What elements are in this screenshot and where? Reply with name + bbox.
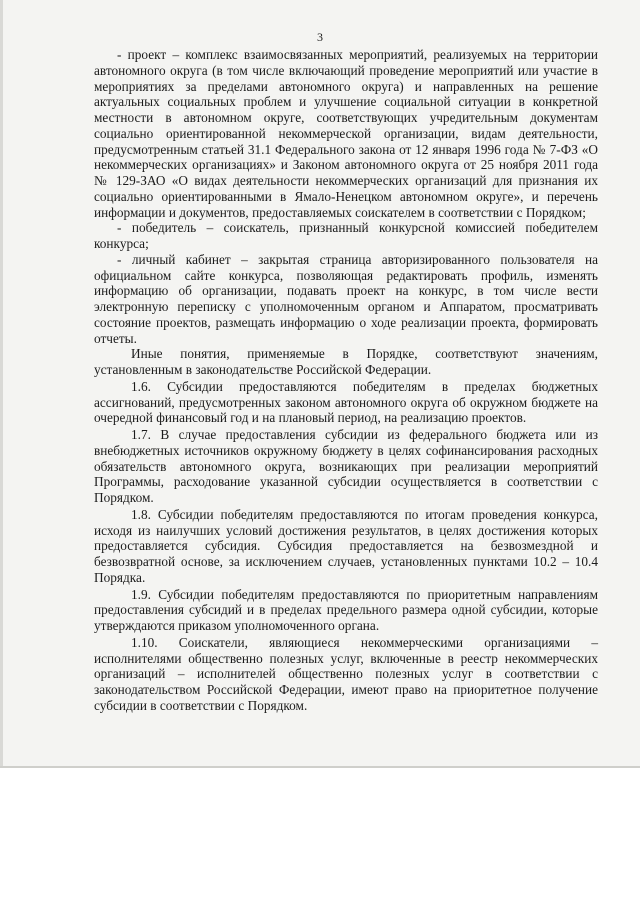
clause-1-9: 1.9. Субсидии победителям предоставляются по приоритетным направлениям предоставления субсидий и в пределах предельного размера одной субсидии, которые утверждаются приказом уполномоченного органа. [94, 586, 598, 633]
page-number: 3 [317, 30, 323, 44]
definition-winner: - победитель – соискатель, признанный конкурсной комиссией победителем конкурса; [94, 220, 598, 251]
clause-1-7: 1.7. В случае предоставления субсидии из федерального бюджета или из внебюджетных источников окружному бюджету в целях софинансирования расходных обязательств автономного округа, возникающих при реализации мероприятий Программы, расходование указанной субсидии осуществляется в соответствии с Порядком. [94, 427, 598, 505]
document-body [94, 47, 598, 714]
definition-personal-account: - личный кабинет – закрытая страница авторизированного пользователя на официальном сайте конкурса, позволяющая редактировать профиль, изменять информацию об организации, подавать проект на конкурс, в том числе вести электронную переписку с уполномоченным органом и Аппаратом, просматривать состояние проектов, размещать информацию о ходе реализации проекта, формировать отчеты. [94, 251, 598, 346]
clause-1-8: 1.8. Субсидии победителям предоставляются по итогам проведения конкурса, исходя из наилучших условий достижения результатов, в целях достижения которых предоставляется субсидия. Субсидия предоставляется на безвозмездной и безвозвратной основе, за исключением случаев, установленных пунктами 10.2 – 10.4 Порядка. [94, 506, 598, 585]
clause-1-10: 1.10. Соискатели, являющиеся некоммерческими организациями – исполнителями общественно полезных услуг, включенные в реестр некоммерческих организаций – исполнителей общественно полезных услуг в соответствии с законодательством Российской Федерации, имеют право на приоритетное получение субсидии в соответствии с Порядком. [94, 634, 598, 713]
scan-bottom-edge [0, 766, 640, 768]
definition-project: - проект – комплекс взаимосвязанных мероприятий, реализуемых на территории автономного округа (в том числе включающий проведение мероприятий или участие в мероприятиях за пределами автономного округа) и направленных на решение актуальных социальных проблем и улучшение социальной ситуации в конкретной местности в автономном округе, соответствующих учредительным документам социально ориентированной некоммерческой организации, видам деятельности, предусмотренным статьей 31.1 Федерального закона от 12 января 1996 года № 7-ФЗ «О некоммерческих организациях» и Законом автономного округа от 25 ноября 2011 года № 129-ЗАО «О видах деятельности некоммерческих организаций для признания их социально ориентированными в Ямало-Ненецком автономном округе», и перечень информации и документов, предоставляемых соискателем в соответствии с Порядком; [94, 47, 598, 220]
clause-1-6: 1.6. Субсидии предоставляются победителям в пределах бюджетных ассигнований, предусмотренных законом автономного округа об окружном бюджете на очередной финансовый год и на плановый период, на реализацию проектов. [94, 378, 598, 426]
scan-left-edge [0, 0, 3, 768]
paragraph-other-terms: Иные понятия, применяемые в Порядке, соответствуют значениям, установленным в законодательстве Российской Федерации. [94, 346, 598, 377]
